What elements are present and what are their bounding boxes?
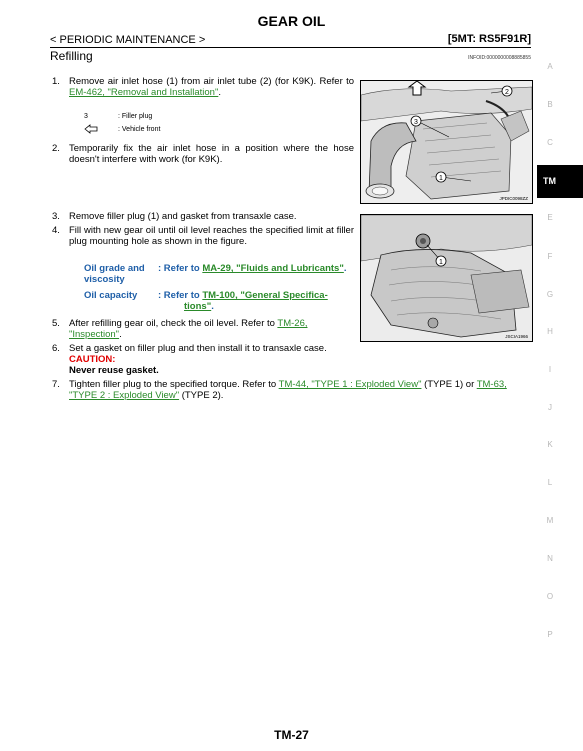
side-tab-j[interactable]: J (548, 403, 552, 412)
arrow-left-icon (84, 124, 98, 136)
step-6 (52, 343, 354, 377)
step-number: 7. (52, 379, 60, 390)
side-tab-l[interactable]: L (547, 478, 553, 487)
link-tm-100-cont[interactable]: tions" (184, 301, 212, 312)
engine-illustration (361, 81, 532, 203)
model-tag: [5MT: RS5F91R] (447, 33, 531, 45)
side-tab-g[interactable]: G (546, 290, 554, 299)
callout-2: 2 (505, 89, 509, 96)
link-tm-63-cont[interactable]: "TYPE 2 : Exploded View" (69, 390, 180, 401)
figure-filler-plug (360, 214, 533, 342)
caution-label: CAUTION: (69, 354, 116, 365)
callout-3: 3 (414, 119, 418, 126)
side-tab-n[interactable]: N (547, 554, 553, 563)
legend-value: : Filler plug (118, 113, 153, 120)
spec-label-oil-capacity: Oil capacity (84, 290, 138, 301)
step-text: Remove air inlet hose (1) from air inlet tube (2) (for K9K). Refer to EM-462, "Removal and Installation". (69, 76, 354, 98)
step-number: 1. (52, 76, 60, 87)
figure-code: JPDIC0098ZZ (499, 196, 528, 201)
reference-code: INFOID:0000000008885855 (468, 55, 531, 61)
step-number: 2. (52, 143, 60, 154)
side-tab-m[interactable]: M (546, 516, 554, 525)
step-text: Set a gasket on filler plug and then install it to transaxle case. CAUTION: Never reuse gasket. (69, 343, 354, 376)
spec-value-oil-grade: : Refer to MA-29, "Fluids and Lubricants". (158, 263, 347, 274)
step-3 (52, 211, 354, 223)
link-tm-26-cont[interactable]: "Inspection" (69, 329, 120, 340)
link-tm-63[interactable]: TM-63, (476, 379, 507, 390)
link-ma-29[interactable]: MA-29, "Fluids and Lubricants" (202, 263, 344, 274)
side-tab-p[interactable]: P (547, 630, 553, 639)
section-label: < PERIODIC MAINTENANCE > (50, 34, 206, 46)
step-number: 3. (52, 211, 60, 222)
side-tab-c[interactable]: C (547, 138, 553, 147)
spec-value-oil-capacity: : Refer to TM-100, "General Specifica- tions". (158, 290, 328, 312)
link-tm-26[interactable]: TM-26, (277, 318, 308, 329)
step-5 (52, 318, 354, 342)
callout-1: 1 (439, 259, 443, 266)
side-tab-tm-active[interactable]: TM (537, 165, 583, 198)
step-number: 6. (52, 343, 60, 354)
link-em-462[interactable]: EM-462, "Removal and Installation" (69, 87, 219, 98)
step-7 (52, 379, 542, 403)
header-rule (50, 47, 531, 48)
side-tab-o[interactable]: O (546, 592, 554, 601)
step-text: After refilling gear oil, check the oil level. Refer to TM-26, "Inspection". (69, 318, 308, 340)
side-tab-f[interactable]: F (547, 252, 553, 261)
link-tm-100[interactable]: TM-100, "General Specifica- (202, 290, 328, 301)
step-1 (52, 76, 354, 100)
side-tab-e[interactable]: E (547, 213, 553, 222)
page-number: TM-27 (274, 728, 309, 742)
side-tab-i[interactable]: I (548, 365, 552, 374)
page-title: GEAR OIL (257, 13, 326, 29)
legend-value: : Vehicle front (118, 126, 161, 133)
side-tab-h[interactable]: H (547, 327, 553, 336)
callout-1: 1 (439, 175, 443, 182)
figure-code: JSCIA1966 (505, 334, 528, 339)
legend-key: 3 (84, 113, 88, 120)
step-text: Temporarily fix the air inlet hose in a position where the hose doesn't interfere with work (for K9K). (69, 143, 354, 165)
step-text: Fill with new gear oil until oil level reaches the specified limit at filler plug mounting hole as shown in the figure. (69, 225, 354, 247)
step-number: 5. (52, 318, 60, 329)
spec-label-oil-grade: Oil grade and viscosity (84, 263, 145, 285)
step-number: 4. (52, 225, 60, 236)
transaxle-illustration (361, 215, 532, 341)
step-text: Remove filler plug (1) and gasket from transaxle case. (69, 211, 297, 222)
step-4 (52, 225, 354, 249)
side-tab-b[interactable]: B (547, 100, 553, 109)
figure-air-inlet-hose (360, 80, 533, 204)
side-tab-k[interactable]: K (547, 440, 553, 449)
step-text: Tighten filler plug to the specified torque. Refer to TM-44, "TYPE 1 : Exploded View" (TYPE 1) or TM-63, "TYPE 2 : Exploded View" (TYPE 2). (69, 379, 507, 401)
subheading: Refilling (50, 49, 93, 63)
side-tab-a[interactable]: A (547, 62, 553, 71)
caution-note: Never reuse gasket. (69, 365, 159, 376)
link-tm-44[interactable]: TM-44, "TYPE 1 : Exploded View" (278, 379, 422, 390)
step-2 (52, 143, 354, 167)
